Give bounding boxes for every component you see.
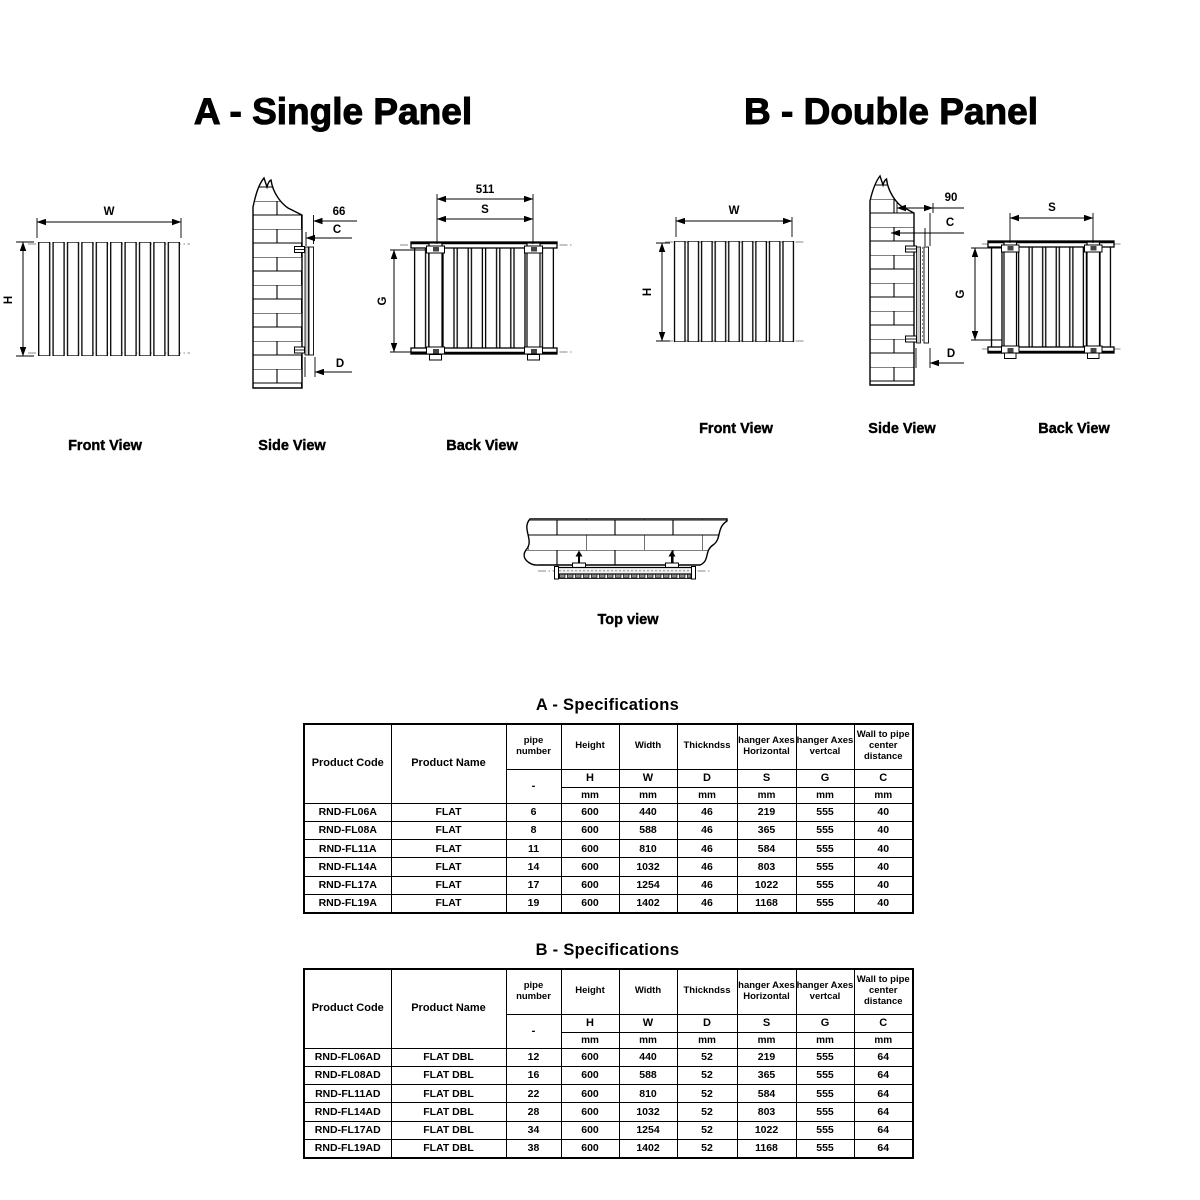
wall-bracket-bottom [905, 336, 917, 342]
table-row: RND-FL19AD FLAT DBL 38 600 1402 52 1168 555 64 [304, 1139, 913, 1157]
table-row: RND-FL17AD FLAT DBL 34 600 1254 52 1022 555 64 [304, 1121, 913, 1139]
a-front-view [3, 206, 190, 454]
b-side-caption: Side View [868, 421, 936, 437]
a-back-caption: Back View [446, 438, 518, 454]
dim-depth-value: 90 [944, 192, 958, 204]
radiator-slats [673, 241, 795, 342]
table-row: RND-FL19A FLAT 19 600 1402 46 1168 555 40 [304, 894, 913, 912]
spec-a-title: A - Specifications [535, 696, 680, 714]
dim-width-label: W [728, 205, 740, 217]
brick-wall [870, 176, 914, 385]
dim-d-label: D [335, 358, 345, 370]
wall-bracket-bottom [294, 347, 305, 353]
hanger-bracket-right [1085, 242, 1103, 359]
spec-b-table [303, 968, 914, 1159]
dim-height-label: H [642, 287, 654, 297]
col-width: Width [619, 969, 677, 1014]
col-wall-distance: Wall to pipe center distance [854, 724, 913, 769]
radiator-slats [37, 242, 181, 356]
wall-bracket-top [905, 246, 917, 252]
dim-g-label: G [377, 296, 389, 306]
table-row: RND-FL06A FLAT 6 600 440 46 219 555 40 [304, 803, 913, 821]
col-pipe-number: pipe number [506, 724, 561, 769]
table-row: RND-FL06AD FLAT DBL 12 600 440 52 219 555 64 [304, 1048, 913, 1066]
section-b-title: B - Double Panel [744, 91, 1038, 132]
dim-s-label: S [481, 204, 489, 216]
col-hanger-vertical: hanger Axes vertcal [796, 969, 854, 1014]
symbol-row: - H W D S G C [304, 1014, 913, 1032]
table-row: RND-FL08A FLAT 8 600 588 46 365 555 40 [304, 821, 913, 839]
dim-depth-value: 66 [332, 206, 346, 218]
dim-g-label: G [955, 289, 967, 299]
col-product-name: Product Name [391, 724, 506, 803]
col-hanger-horizontal: hanger Axes Horizontal [737, 724, 796, 769]
a-front-caption: Front View [68, 438, 142, 454]
a-side-caption: Side View [258, 438, 326, 454]
col-height: Height [561, 969, 619, 1014]
radiator-side-panel-front [924, 247, 929, 343]
a-back-view [377, 184, 572, 454]
symbol-row: - H W D S G C [304, 769, 913, 787]
b-back-caption: Back View [1038, 421, 1110, 437]
hanger-bracket-left [427, 243, 445, 360]
b-back-view [955, 202, 1122, 437]
table-row: RND-FL17A FLAT 17 600 1254 46 1022 555 40 [304, 876, 913, 894]
col-product-name: Product Name [391, 969, 506, 1048]
b-front-view [642, 205, 805, 437]
table-row: RND-FL14A FLAT 14 600 1032 46 803 555 40 [304, 858, 913, 876]
col-width: Width [619, 724, 677, 769]
section-a-title: A - Single Panel [193, 91, 473, 132]
spec-b-title: B - Specifications [535, 941, 680, 959]
wall-bracket-top [294, 247, 305, 253]
dim-s-label: S [1048, 202, 1056, 214]
table-row: RND-FL14AD FLAT DBL 28 600 1032 52 803 555 64 [304, 1103, 913, 1121]
unit-row: mm mm mm mm mm mm [304, 787, 913, 803]
unit-row: mm mm mm mm mm mm [304, 1032, 913, 1048]
top-view [524, 519, 727, 628]
col-pipe-number: pipe number [506, 969, 561, 1014]
col-height: Height [561, 724, 619, 769]
header-row [304, 724, 913, 769]
dim-hanger-span-value: 511 [475, 184, 495, 196]
spec-a-table [303, 723, 914, 914]
col-hanger-horizontal: hanger Axes Horizontal [737, 969, 796, 1014]
radiator-side-panel-rear [917, 247, 921, 343]
col-thickness: Thickndss [677, 724, 737, 769]
dim-c-label: C [945, 217, 955, 229]
hanger-bracket-right [525, 243, 543, 360]
top-view-caption: Top view [597, 612, 659, 628]
dim-c-label: C [332, 224, 342, 236]
header-row [304, 969, 913, 1014]
dim-d-label: D [946, 348, 956, 360]
dim-width-label: W [103, 206, 115, 218]
col-product-code: Product Code [304, 969, 391, 1048]
radiator-side-panel [305, 247, 309, 355]
dim-height-label: H [3, 295, 15, 305]
pipe-dash: - [506, 769, 561, 803]
brick-wall [253, 178, 302, 388]
col-thickness: Thickndss [677, 969, 737, 1014]
table-row: RND-FL08AD FLAT DBL 16 600 588 52 365 555 64 [304, 1066, 913, 1084]
table-row: RND-FL11AD FLAT DBL 22 600 810 52 584 555 64 [304, 1085, 913, 1103]
hanger-bracket-left [1002, 242, 1020, 359]
col-wall-distance: Wall to pipe center distance [854, 969, 913, 1014]
b-side-view [868, 176, 964, 437]
pipe-dash: - [506, 1014, 561, 1048]
b-front-caption: Front View [699, 421, 773, 437]
radiator-fins [559, 574, 691, 579]
col-hanger-vertical: hanger Axes vertcal [796, 724, 854, 769]
brick-wall [524, 519, 727, 565]
col-product-code: Product Code [304, 724, 391, 803]
table-row: RND-FL11A FLAT 11 600 810 46 584 555 40 [304, 840, 913, 858]
a-side-view [253, 178, 357, 454]
